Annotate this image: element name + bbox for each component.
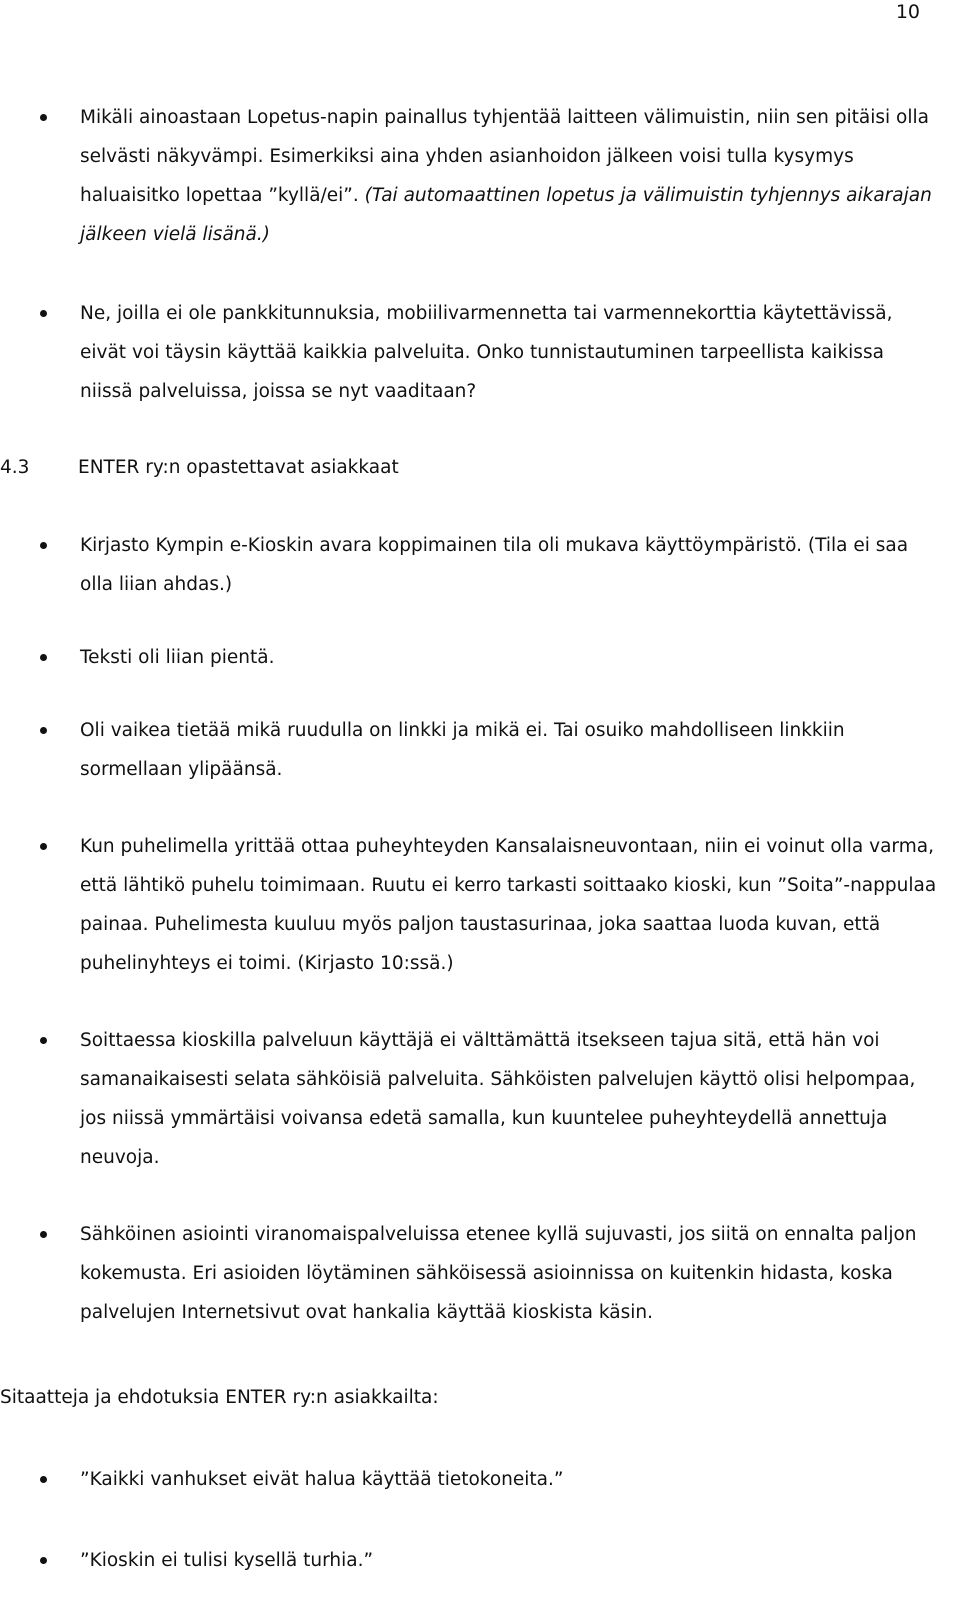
quote-item — [40, 1460, 940, 1499]
list-item-text: Kun puhelimella yrittää ottaa puheyhteyden Kansalaisneuvontaan, niin ei voinut olla varma, että lähtikö puhelu toimimaan. Ruutu ei kerro tarkasti soittaako kioski, kun ”Soita”-nappulaa painaa. Puhelimesta kuuluu myös paljon taustasurinaa, joka saattaa luoda kuvan, että puhelinyhteys ei toimi. (Kirjasto 10:ssä.) — [80, 836, 937, 974]
list-item — [40, 638, 940, 677]
bullet-icon — [40, 1557, 47, 1564]
bullet-icon — [40, 1037, 47, 1044]
list-item — [40, 98, 940, 254]
quote-item — [40, 1541, 940, 1580]
quote-text: ”Kioskin ei tulisi kysellä turhia.” — [80, 1550, 374, 1571]
list-item-text: Ne, joilla ei ole pankkitunnuksia, mobiilivarmennetta tai varmennekorttia käytettävissä, eivät voi täysin käyttää kaikkia palveluita. Onko tunnistautuminen tarpeellista kaikissa niissä palveluissa, joissa se nyt vaaditaan? — [80, 303, 893, 402]
section-number: 4.3 — [0, 457, 30, 478]
bullet-icon — [40, 1476, 47, 1483]
bullet-icon — [40, 1231, 47, 1238]
bullet-icon — [40, 654, 47, 661]
bullet-icon — [40, 310, 47, 317]
list-item-text: Oli vaikea tietää mikä ruudulla on linkki ja mikä ei. Tai osuiko mahdolliseen linkkiin sormellaan ylipäänsä. — [80, 720, 845, 780]
quotes-heading: Sitaatteja ja ehdotuksia ENTER ry:n asiakkailta: — [0, 1387, 439, 1408]
list-item-text: Soittaessa kioskilla palveluun käyttäjä ei välttämättä itsekseen tajua sitä, että hän voi samanaikaisesti selata sähköisiä palveluita. Sähköisten palvelujen käyttö olisi helpompaa, jos niissä ymmärtäisi voivansa edetä samalla, kun kuuntelee puheyhteydellä annettuja neuvoja. — [80, 1030, 916, 1168]
bullet-icon — [40, 114, 47, 121]
section-title: ENTER ry:n opastettavat asiakkaat — [78, 457, 399, 478]
list-item — [40, 294, 940, 411]
page-number: 10 — [895, 1, 920, 23]
quote-text: ”Kaikki vanhukset eivät halua käyttää tietokoneita.” — [80, 1469, 564, 1490]
list-item — [40, 1021, 940, 1177]
list-item — [40, 711, 940, 789]
list-item-italic-note: (Tai automaattinen lopetus ja välimuistin tyhjennys aikarajan jälkeen vielä lisänä.) — [80, 185, 932, 245]
list-item-text: Sähköinen asiointi viranomaispalveluissa etenee kyllä sujuvasti, jos siitä on ennalta paljon kokemusta. Eri asioiden löytäminen sähköisessä asioinnissa on kuitenkin hidasta, koska palvelujen Internetsivut ovat hankalia käyttää kioskista käsin. — [80, 1224, 917, 1323]
quotes-list — [40, 1460, 940, 1580]
list-item-text: Kirjasto Kympin e-Kioskin avara koppimainen tila oli mukava käyttöympäristö. (Tila ei saa olla liian ahdas.) — [80, 535, 909, 595]
bullet-icon — [40, 542, 47, 549]
list-item-text: Teksti oli liian pientä. — [80, 647, 275, 668]
bullet-icon — [40, 727, 47, 734]
list-item — [40, 526, 940, 604]
section-heading — [0, 456, 399, 480]
customer-feedback-list — [40, 526, 940, 1332]
list-item-text: Mikäli ainoastaan Lopetus-napin painallus tyhjentää laitteen välimuistin, niin sen pitäisi olla selvästi näkyvämpi. Esimerkiksi aina yhden asianhoidon jälkeen voisi tulla kysymys haluaisitko lopettaa ”kyllä/ei”. — [80, 107, 929, 206]
list-item — [40, 827, 940, 983]
list-item — [40, 1215, 940, 1332]
observations-list — [40, 98, 940, 411]
bullet-icon — [40, 843, 47, 850]
